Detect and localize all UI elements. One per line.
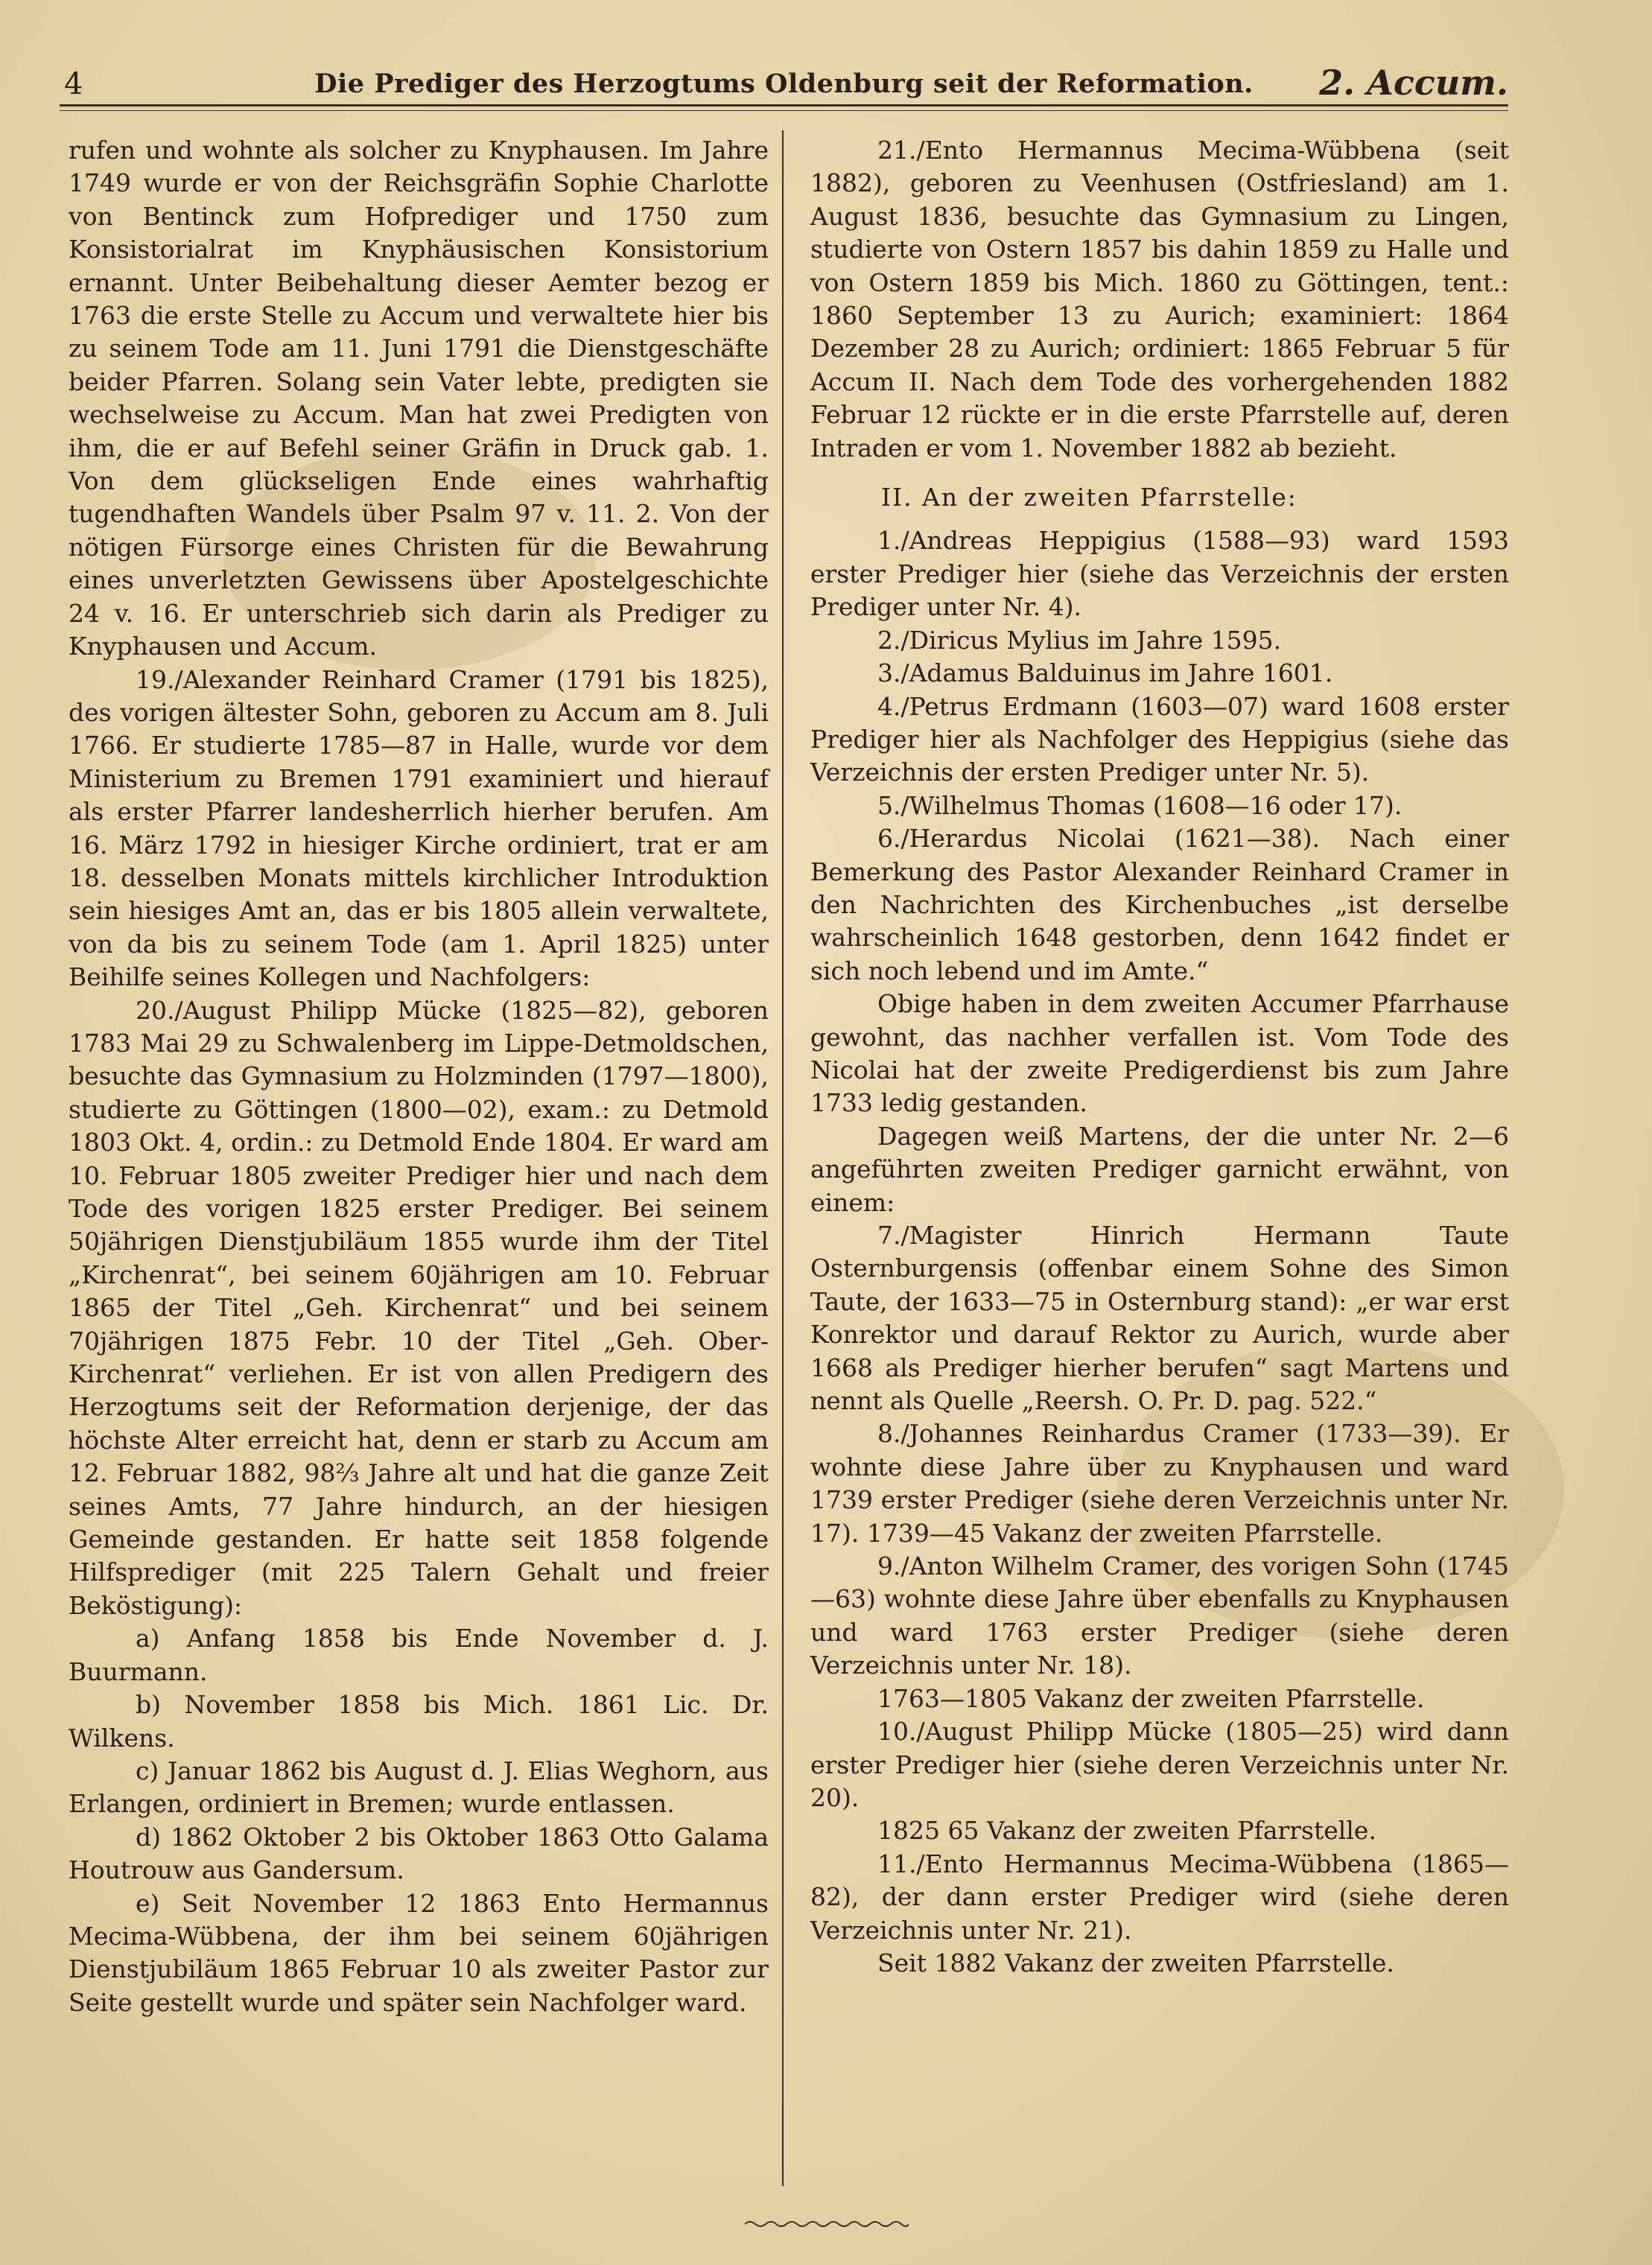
list-item: d) 1862 Oktober 2 bis Oktober 1863 Otto Galama Houtrouw aus Gandersum. (69, 1822, 769, 1885)
paragraph: Obige haben in dem zweiten Accumer Pfarrhause gewohnt, das nachher verfallen ist. Vom Tode des Nicolai hat der zweite Predigerdienst bis zum Jahre 1733 ledig gestanden. (810, 989, 1509, 1118)
paragraph: 2./Diricus Mylius im Jahre 1595. (877, 625, 1282, 655)
paragraph: 19./Alexander Reinhard Cramer (1791 bis 1825), des vorigen ältester Sohn, geboren zu Accum am 8. Juli 1766. Er studierte 1785—87 in Halle, wurde vor dem Ministerium zu Bremen 1791 examiniert und hierauf als erster Pfarrer landesherrlich hierher berufen. Am 16. März 1792 in hiesiger Kirche ordiniert, trat er am 18. desselben Monats mittels kirchlicher Introduktion sein hiesiges Amt an, das er bis 1805 allein verwaltete, von da bis zu seinem Tode (am 1. April 1825) unter Beihilfe seines Kollegen und Nachfolgers: (69, 664, 769, 992)
paragraph: 21./Ento Hermannus Mecima-Wübbena (seit 1882), geboren zu Veenhusen (Ostfriesland) am 1. August 1836, besuchte das Gymnasium zu Lingen, studierte von Ostern 1857 bis dahin 1859 zu Halle und von Ostern 1859 bis Mich. 1860 zu Göttingen, tent.: 1860 September 13 zu Aurich; examiniert: 1864 Dezember 28 zu Aurich; ordiniert: 1865 Februar 5 für Accum II. Nach dem Tode des vorhergehenden 1882 Februar 12 rückte er in die erste Pfarrstelle auf, deren Intraden er vom 1. November 1882 ab bezieht. (810, 136, 1509, 463)
paragraph: Seit 1882 Vakanz der zweiten Pfarrstelle. (877, 1948, 1394, 1977)
paragraph: 11./Ento Hermannus Mecima-Wübbena (1865—82), der dann erster Prediger wird (siehe deren Verzeichnis unter Nr. 21). (810, 1849, 1509, 1945)
paragraph: 8./Johannes Reinhardus Cramer (1733—39). Er wohnte diese Jahre über zu Knyphausen und ward 1739 erster Prediger (siehe deren Verzeichnis unter Nr. 17). 1739—45 Vakanz der zweiten Pfarrstelle. (810, 1419, 1509, 1548)
section-heading: II. An der zweiten Pfarrstelle: (881, 483, 1297, 512)
end-ornament-icon (745, 2220, 909, 2229)
paragraph: 1./Andreas Heppigius (1588—93) ward 1593 erster Prediger hier (siehe das Verzeichnis der ersten Prediger unter Nr. 4). (810, 526, 1509, 622)
paragraph: 4./Petrus Erdmann (1603—07) ward 1608 erster Prediger hier als Nachfolger des Heppigius (siehe das Verzeichnis der ersten Prediger unter Nr. 5). (810, 691, 1509, 787)
list-item: e) Seit November 12 1863 Ento Hermannus Mecima-Wübbena, der ihm bei seinem 60jährigen Dienstjubiläum 1865 Februar 10 als zweiter Pastor zur Seite gestellt wurde und später sein Nachfolger ward. (69, 1888, 769, 2017)
paragraph: 10./August Philipp Mücke (1805—25) wird dann erster Prediger hier (siehe deren Verzeichnis unter Nr. 20). (810, 1717, 1509, 1812)
list-item: c) Januar 1862 bis August d. J. Elias Weghorn, aus Erlangen, ordiniert in Bremen; wurde entlassen. (69, 1756, 769, 1819)
paragraph: 3./Adamus Balduinus im Jahre 1601. (877, 658, 1333, 688)
paragraph: 9./Anton Wilhelm Cramer, des vorigen Sohn (1745—63) wohnte diese Jahre über ebenfalls zu Knyphausen und ward 1763 erster Prediger (siehe deren Verzeichnis unter Nr. 18). (810, 1551, 1509, 1680)
paragraph: 1763—1805 Vakanz der zweiten Pfarrstelle. (877, 1683, 1425, 1713)
column-divider (782, 130, 784, 2186)
page-number: 4 (64, 67, 83, 101)
section-title: 2. Accum. (1319, 63, 1508, 103)
paragraph: 6./Herardus Nicolai (1621—38). Nach einer Bemerkung des Pastor Alexander Reinhard Cramer in den Nachrichten des Kirchenbuches „ist derselbe wahrscheinlich 1648 gestorben, denn 1642 findet er sich noch lebend und im Amte.“ (810, 824, 1509, 985)
paragraph: 1825 65 Vakanz der zweiten Pfarrstelle. (877, 1816, 1376, 1846)
list-item: a) Anfang 1858 bis Ende November d. J. Buurmann. (69, 1624, 769, 1686)
header-rule (60, 104, 1508, 107)
right-column (810, 134, 1509, 1980)
paragraph: 20./August Philipp Mücke (1825—82), geboren 1783 Mai 29 zu Schwalenberg im Lippe-Detmoldschen, besuchte das Gymnasium zu Holzminden (1797—1800), studierte zu Göttingen (1800—02), exam.: zu Detmold 1803 Okt. 4, ordin.: zu Detmold Ende 1804. Er ward am 10. Februar 1805 zweiter Prediger hier und nach dem Tode des vorigen 1825 erster Prediger. Bei seinem 50jährigen Dienstjubiläum 1855 wurde ihm der Titel „Kirchenrat“, bei seinem 60jährigen am 10. Februar 1865 der Titel „Geh. Kirchenrat“ und bei seinem 70jährigen 1875 Febr. 10 der Titel „Geh. Ober-Kirchenrat“ verliehen. Er ist von allen Predigern des Herzogtums seit der Reformation derjenige, der das höchste Alter erreicht hat, denn er starb zu Accum am 12. Februar 1882, 98⅔ Jahre alt und hat die ganze Zeit seines Amts, 77 Jahre hindurch, an der hiesigen Gemeinde gestanden. Er hatte seit 1858 folgende Hilfsprediger (mit 225 Talern Gehalt und freier Beköstigung): (69, 995, 769, 1620)
left-column (69, 134, 769, 2019)
header-rule-thin (60, 110, 1508, 111)
paragraph: 5./Wilhelmus Thomas (1608—16 oder 17). (877, 790, 1402, 820)
paragraph: rufen und wohnte als solcher zu Knyphausen. Im Jahre 1749 wurde er von der Reichsgräfin Sophie Charlotte von Bentinck zum Hofprediger und 1750 zum Konsistorialrat im Knyphäusischen Konsistorium ernannt. Unter Beibehaltung dieser Aemter bezog er 1763 die erste Stelle zu Accum und verwaltete hier bis zu seinem Tode am 11. Juni 1791 die Dienstgeschäfte beider Pfarren. Solang sein Vater lebte, predigten sie wechselweise zu Accum. Man hat zwei Predigten von ihm, die er auf Befehl seiner Gräfin in Druck gab. 1. Von dem glückseligen Ende eines wahrhaftig tugendhaften Wandels über Psalm 97 v. 11. 2. Von der nötigen Fürsorge eines Christen für die Bewahrung eines unverletzten Gewissens über Apostelgeschichte 24 v. 16. Er unterschrieb sich darin als Prediger zu Knyphausen und Accum. (69, 136, 769, 661)
list-item: b) November 1858 bis Mich. 1861 Lic. Dr. Wilkens. (69, 1690, 769, 1753)
paragraph: Dagegen weiß Martens, der die unter Nr. 2—6 angeführten zweiten Prediger garnicht erwähnt, von einem: (810, 1121, 1509, 1217)
paragraph: 7./Magister Hinrich Hermann Taute Osternburgensis (offenbar einem Sohne des Simon Taute, der 1633—75 in Osternburg stand): „er war erst Konrektor und darauf Rektor zu Aurich, wurde aber 1668 als Prediger hierher berufen“ sagt Martens und nennt als Quelle „Reersh. O. Pr. D. pag. 522.“ (810, 1221, 1509, 1416)
page-title: Die Prediger des Herzogtums Oldenburg seit der Reformation. (314, 69, 1254, 99)
page-header (60, 58, 1508, 110)
